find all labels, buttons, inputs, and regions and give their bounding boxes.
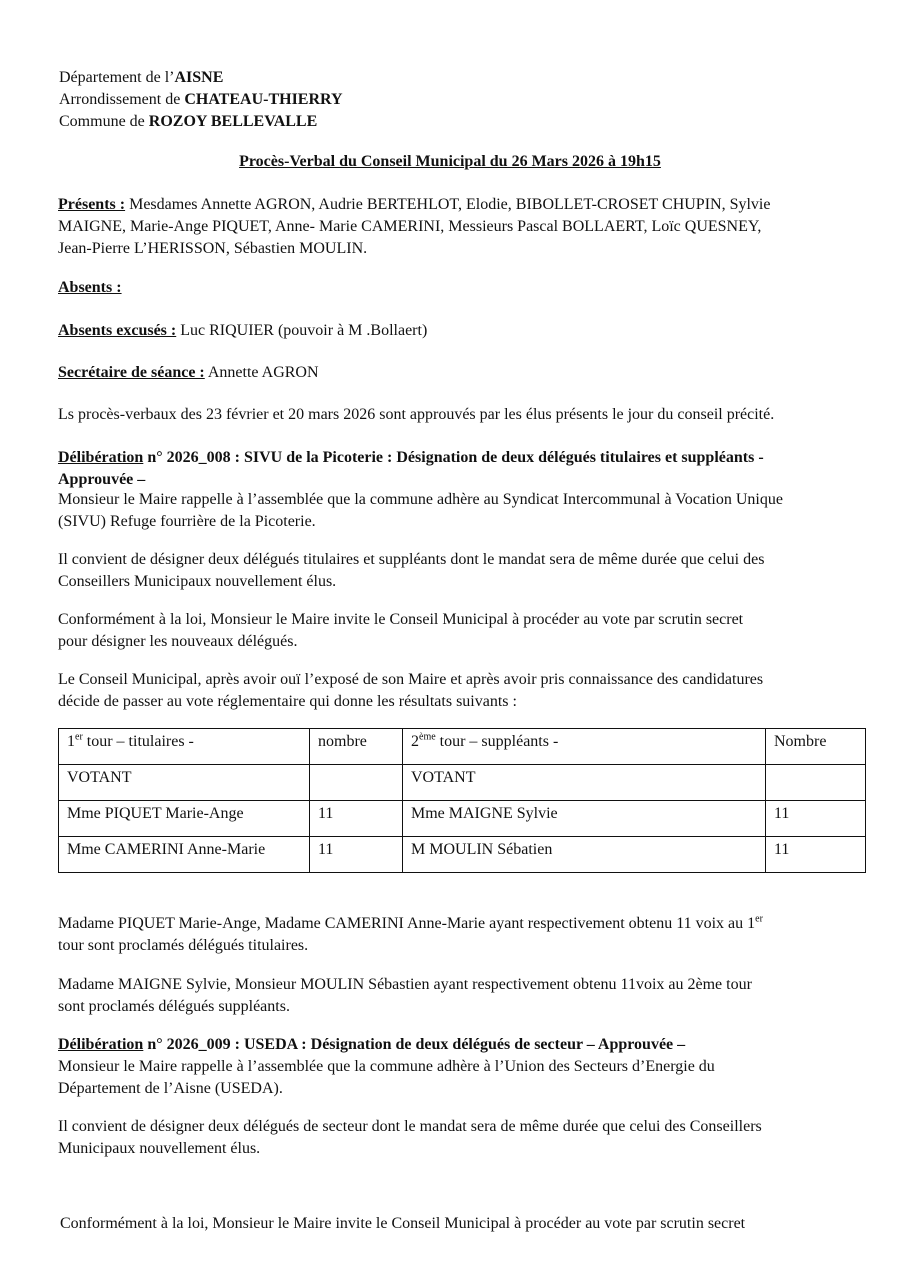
absents-label: Absents :	[58, 279, 122, 296]
deliberation-1-heading: Délibération n° 2026_008 : SIVU de la Picoterie : Désignation de deux délégués titulaires et suppléants - Approuvée –	[58, 449, 764, 488]
table-row	[59, 765, 866, 801]
table-cell: Mme CAMERINI Anne-Marie	[59, 837, 310, 873]
absents-excuses-text: Luc RIQUIER (pouvoir à M .Bollaert)	[176, 322, 428, 339]
header-cell-nombre-2: Nombre	[766, 729, 866, 765]
absents-excuses-label: Absents excusés :	[58, 322, 177, 339]
table-cell: VOTANT	[59, 765, 310, 801]
table-row	[59, 801, 866, 837]
deliberation-1-paragraph-1: Monsieur le Maire rappelle à l’assemblée que la commune adhère au Syndicat Intercommunal à Vocation Unique (SIVU) Refuge fourrière de la Picoterie.	[58, 491, 783, 530]
header-cell-titulaires: 1er tour – titulaires -	[59, 729, 310, 765]
approval-paragraph: Ls procès-verbaux des 23 février et 20 mars 2026 sont approuvés par les élus présents le jour du conseil précité.	[58, 406, 775, 423]
deliberation-1-label: Délibération	[58, 449, 144, 466]
result-titulaires-paragraph: Madame PIQUET Marie-Ange, Madame CAMERINI Anne-Marie ayant respectivement obtenu 11 voix au 1er tour sont proclamés délégués titulaires.	[58, 913, 763, 954]
header-cell-suppleants: 2ème tour – suppléants -	[403, 729, 766, 765]
secretaire-text: Annette AGRON	[204, 364, 319, 381]
table-cell	[310, 765, 403, 801]
deliberation-2-label: Délibération	[58, 1036, 144, 1053]
deliberation-1-paragraph-2: Il convient de désigner deux délégués titulaires et suppléants dont le mandat sera de même durée que celui des Conseillers Municipaux nouvellement élus.	[58, 551, 765, 590]
secretaire-label: Secrétaire de séance :	[58, 364, 205, 381]
vote-results-table	[58, 728, 866, 873]
absents-excuses-section	[58, 320, 861, 342]
table-cell: Mme MAIGNE Sylvie	[403, 801, 766, 837]
deliberation-1-paragraph-4: Le Conseil Municipal, après avoir ouï l’exposé de son Maire et après avoir pris connaissance des candidatures décide de passer au vote réglementaire qui donne les résultats suivants :	[58, 671, 764, 710]
table-cell: VOTANT	[403, 765, 766, 801]
presents-line-2: MAIGNE, Marie-Ange PIQUET, Anne- Marie CAMERINI, Messieurs Pascal BOLLAERT, Loïc QUESNEY,	[58, 218, 762, 235]
deliberation-2-paragraph-2: Il convient de désigner deux délégués de secteur dont le mandat sera de même durée que celui des Conseillers Municipaux nouvellement élus.	[58, 1118, 762, 1157]
deliberation-2-paragraph-3: Conformément à la loi, Monsieur le Maire invite le Conseil Municipal à procéder au vote par scrutin secret	[60, 1215, 746, 1232]
table-row	[59, 837, 866, 873]
secretaire-section	[58, 362, 861, 384]
table-cell	[766, 765, 866, 801]
presents-label: Présents :	[58, 196, 126, 213]
table-cell: M MOULIN Sébatien	[403, 837, 766, 873]
table-header-row	[59, 729, 866, 765]
table-cell: 11	[766, 837, 866, 873]
table-cell: 11	[310, 801, 403, 837]
deliberation-2-paragraph-1-line-1: Monsieur le Maire rappelle à l’assemblée que la commune adhère à l’Union des Secteurs d’Energie du	[58, 1058, 715, 1075]
deliberation-2-paragraph-1-line-2: Département de l’Aisne (USEDA).	[58, 1080, 283, 1097]
table-cell: 11	[310, 837, 403, 873]
header-arrondissement: Arrondissement de CHATEAU-THIERRY	[59, 91, 343, 108]
presents-section	[58, 194, 861, 260]
presents-line-3: Jean-Pierre L’HERISSON, Sébastien MOULIN.	[58, 240, 368, 257]
deliberation-2-heading: Délibération n° 2026_009 : USEDA : Désignation de deux délégués de secteur – Approuvée – Monsieur le Maire rappelle à l’assemblée que la commune adhère à l’Union des Secteurs d’Energie du Département de l’Aisne (USEDA).	[58, 1034, 861, 1100]
page-title: Procès-Verbal du Conseil Municipal du 26 Mars 2026 à 19h15	[239, 153, 661, 170]
deliberation-1-paragraph-3: Conformément à la loi, Monsieur le Maire invite le Conseil Municipal à procéder au vote par scrutin secret pour désigner les nouveaux délégués.	[58, 611, 744, 650]
header-cell-nombre: nombre	[310, 729, 403, 765]
document-header	[59, 67, 343, 133]
header-department: Département de l’AISNE	[59, 69, 224, 86]
table-cell: 11	[766, 801, 866, 837]
presents-line-1: Présents : Mesdames Annette AGRON, Audrie BERTEHLOT, Elodie, BIBOLLET-CROSET CHUPIN, Sylvie	[58, 196, 771, 213]
absents-section	[58, 277, 861, 299]
result-suppleants-paragraph: Madame MAIGNE Sylvie, Monsieur MOULIN Sébastien ayant respectivement obtenu 11voix au 2ème tour sont proclamés délégués suppléants.	[58, 976, 752, 1015]
header-commune: Commune de ROZOY BELLEVALLE	[59, 113, 318, 130]
table-cell: Mme PIQUET Marie-Ange	[59, 801, 310, 837]
